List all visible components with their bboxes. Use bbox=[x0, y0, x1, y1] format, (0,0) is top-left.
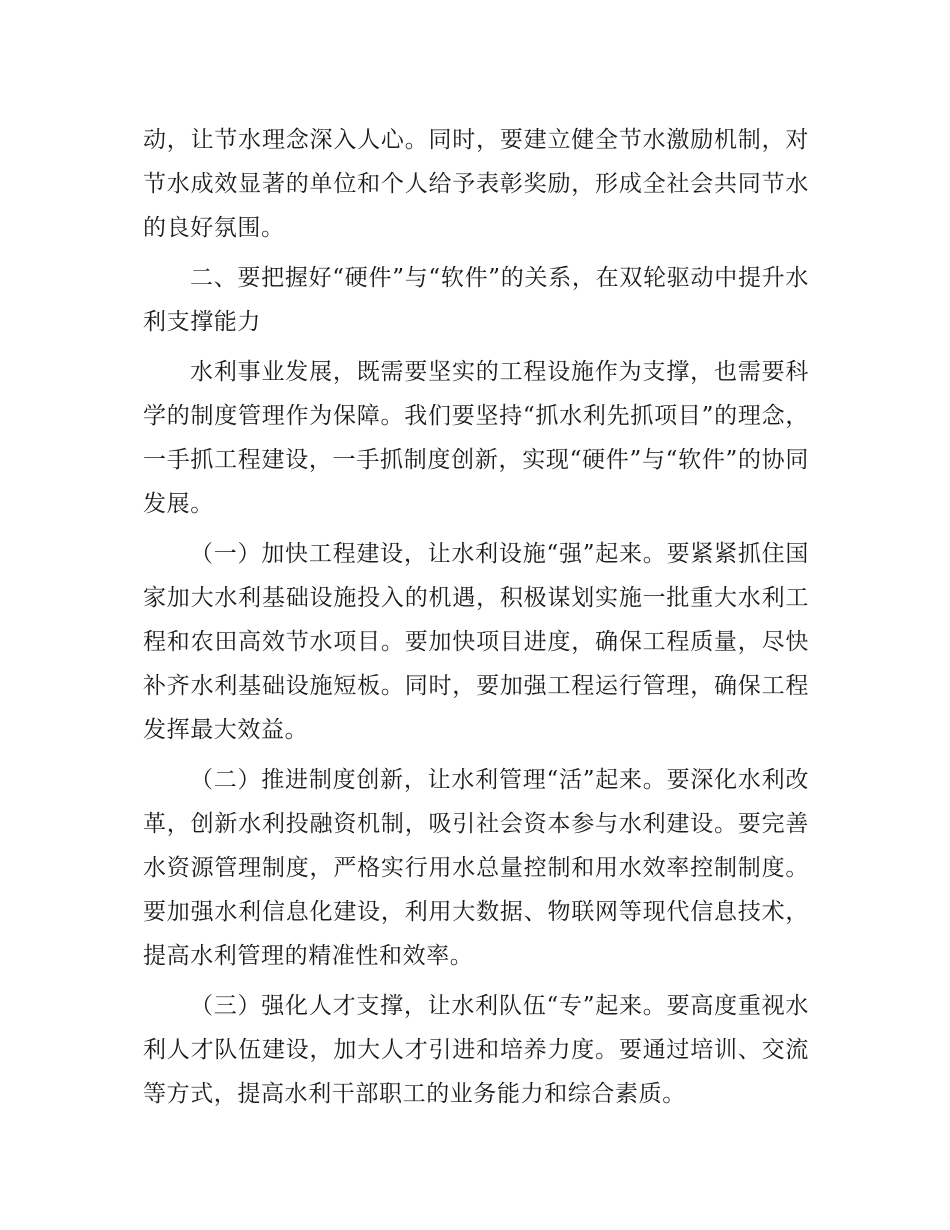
paragraph-continuation: 动，让节水理念深入人心。同时，要建立健全节水激励机制，对节水成效显著的单位和个人给予表彰奖励，形成全社会共同节水的良好氛围。 bbox=[143, 127, 809, 241]
paragraph-item-3: （三）强化人才支撑，让水利队伍“专”起来。要高度重视水利人才队伍建设，加大人才引进和培养力度。要通过培训、交流等方式，提高水利干部职工的业务能力和综合素质。 bbox=[143, 993, 809, 1107]
section-heading: 二、要把握好“硬件”与“软件”的关系，在双轮驱动中提升水利支撑能力 bbox=[143, 265, 809, 335]
document-body bbox=[143, 118, 809, 1122]
paragraph-item-1: （一）加快工程建设，让水利设施“强”起来。要紧紧抓住国家加大水利基础设施投入的机遇，积极谋划实施一批重大水利工程和农田高效节水项目。要加快项目进度，确保工程质量，尽快补齐水利基础设施短板。同时，要加强工程运行管理，确保工程发挥最大效益。 bbox=[143, 541, 809, 743]
paragraph-intro: 水利事业发展，既需要坚实的工程设施作为支撑，也需要科学的制度管理作为保障。我们要坚持“抓水利先抓项目”的理念，一手抓工程建设，一手抓制度创新，实现“硬件”与“软件”的协同发展。 bbox=[143, 359, 809, 517]
paragraph-item-2: （二）推进制度创新，让水利管理“活”起来。要深化水利改革，创新水利投融资机制，吸引社会资本参与水利建设。要完善水资源管理制度，严格实行用水总量控制和用水效率控制制度。要加强水利信息化建设，利用大数据、物联网等现代信息技术，提高水利管理的精准性和效率。 bbox=[143, 767, 809, 969]
